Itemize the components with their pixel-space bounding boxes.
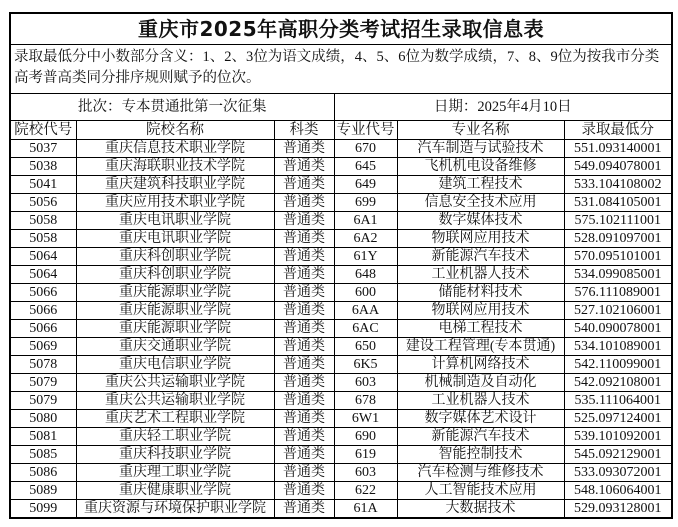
col-header: 院校代号 — [10, 121, 76, 140]
min-score: 539.101092001 — [564, 428, 672, 446]
major-code: 603 — [334, 464, 397, 482]
major-code: 650 — [334, 338, 397, 356]
table-row — [10, 374, 672, 392]
admission-table — [9, 12, 673, 519]
school-code: 5066 — [10, 302, 76, 320]
table-row — [10, 212, 672, 230]
major-code: 619 — [334, 446, 397, 464]
major-name: 建设工程管理(专本贯通) — [397, 338, 564, 356]
table-row — [10, 176, 672, 194]
school-name: 重庆信息技术职业学院 — [76, 140, 274, 158]
min-score: 533.093072001 — [564, 464, 672, 482]
category: 普通类 — [274, 230, 334, 248]
min-score: 534.099085001 — [564, 266, 672, 284]
min-score: 525.097124001 — [564, 410, 672, 428]
major-code: 6A1 — [334, 212, 397, 230]
major-name: 新能源汽车技术 — [397, 428, 564, 446]
major-name: 智能控制技术 — [397, 446, 564, 464]
category: 普通类 — [274, 446, 334, 464]
major-name: 人工智能技术应用 — [397, 482, 564, 500]
min-score: 531.084105001 — [564, 194, 672, 212]
table-row — [10, 446, 672, 464]
major-name: 信息安全技术应用 — [397, 194, 564, 212]
table-row — [10, 428, 672, 446]
school-code: 5041 — [10, 176, 76, 194]
score-note: 录取最低分中小数部分含义：1、2、3位为语文成绩，4、5、6位为数学成绩，7、8、9位为按我市分类高考普高类同分排序规则赋予的位次。 — [10, 45, 672, 94]
category: 普通类 — [274, 482, 334, 500]
table-row — [10, 230, 672, 248]
school-code: 5081 — [10, 428, 76, 446]
major-code: 6K5 — [334, 356, 397, 374]
min-score: 542.092108001 — [564, 374, 672, 392]
category: 普通类 — [274, 392, 334, 410]
school-name: 重庆艺术工程职业学院 — [76, 410, 274, 428]
major-name: 物联网应用技术 — [397, 302, 564, 320]
min-score: 534.101089001 — [564, 338, 672, 356]
min-score: 528.091097001 — [564, 230, 672, 248]
category: 普通类 — [274, 248, 334, 266]
table-row — [10, 356, 672, 374]
school-code: 5066 — [10, 284, 76, 302]
min-score: 535.111064001 — [564, 392, 672, 410]
major-name: 数字媒体技术 — [397, 212, 564, 230]
col-header: 录取最低分 — [564, 121, 672, 140]
category: 普通类 — [274, 320, 334, 338]
school-name: 重庆海联职业技术学院 — [76, 158, 274, 176]
major-code: 6AA — [334, 302, 397, 320]
school-name: 重庆健康职业学院 — [76, 482, 274, 500]
school-name: 重庆理工职业学院 — [76, 464, 274, 482]
major-code: 645 — [334, 158, 397, 176]
major-code: 699 — [334, 194, 397, 212]
major-name: 工业机器人技术 — [397, 392, 564, 410]
min-score: 527.102106001 — [564, 302, 672, 320]
category: 普通类 — [274, 194, 334, 212]
table-row — [10, 248, 672, 266]
school-name: 重庆资源与环境保护职业学院 — [76, 500, 274, 519]
min-score: 575.102111001 — [564, 212, 672, 230]
school-code: 5066 — [10, 320, 76, 338]
school-name: 重庆轻工职业学院 — [76, 428, 274, 446]
table-row — [10, 284, 672, 302]
header-row — [10, 121, 672, 140]
page-title: 重庆市2025年高职分类考试招生录取信息表 — [10, 13, 672, 45]
school-code: 5078 — [10, 356, 76, 374]
major-code: 61Y — [334, 248, 397, 266]
major-name: 电梯工程技术 — [397, 320, 564, 338]
table-row — [10, 320, 672, 338]
major-name: 新能源汽车技术 — [397, 248, 564, 266]
min-score: 548.106064001 — [564, 482, 672, 500]
min-score: 542.110099001 — [564, 356, 672, 374]
col-header: 专业名称 — [397, 121, 564, 140]
school-code: 5064 — [10, 266, 76, 284]
category: 普通类 — [274, 266, 334, 284]
major-name: 大数据技术 — [397, 500, 564, 519]
major-name: 飞机机电设备维修 — [397, 158, 564, 176]
min-score: 551.093140001 — [564, 140, 672, 158]
school-code: 5079 — [10, 374, 76, 392]
category: 普通类 — [274, 284, 334, 302]
school-code: 5079 — [10, 392, 76, 410]
major-name: 物联网应用技术 — [397, 230, 564, 248]
category: 普通类 — [274, 302, 334, 320]
school-code: 5038 — [10, 158, 76, 176]
table-row — [10, 266, 672, 284]
major-code: 61A — [334, 500, 397, 519]
major-code: 6A2 — [334, 230, 397, 248]
min-score: 533.104108002 — [564, 176, 672, 194]
col-header: 科类 — [274, 121, 334, 140]
min-score: 570.095101001 — [564, 248, 672, 266]
min-score: 540.090078001 — [564, 320, 672, 338]
major-name: 数字媒体艺术设计 — [397, 410, 564, 428]
school-code: 5058 — [10, 212, 76, 230]
major-name: 计算机网络技术 — [397, 356, 564, 374]
table-row — [10, 500, 672, 519]
major-code: 622 — [334, 482, 397, 500]
major-code: 670 — [334, 140, 397, 158]
school-code: 5086 — [10, 464, 76, 482]
school-code: 5037 — [10, 140, 76, 158]
category: 普通类 — [274, 176, 334, 194]
school-code: 5085 — [10, 446, 76, 464]
school-name: 重庆能源职业学院 — [76, 320, 274, 338]
school-name: 重庆电讯职业学院 — [76, 212, 274, 230]
category: 普通类 — [274, 428, 334, 446]
major-code: 649 — [334, 176, 397, 194]
school-name: 重庆应用技术职业学院 — [76, 194, 274, 212]
school-name: 重庆交通职业学院 — [76, 338, 274, 356]
school-name: 重庆公共运输职业学院 — [76, 392, 274, 410]
major-name: 汽车制造与试验技术 — [397, 140, 564, 158]
major-code: 690 — [334, 428, 397, 446]
category: 普通类 — [274, 464, 334, 482]
school-code: 5080 — [10, 410, 76, 428]
school-name: 重庆建筑科技职业学院 — [76, 176, 274, 194]
school-code: 5099 — [10, 500, 76, 519]
major-name: 建筑工程技术 — [397, 176, 564, 194]
category: 普通类 — [274, 356, 334, 374]
major-name: 储能材料技术 — [397, 284, 564, 302]
category: 普通类 — [274, 212, 334, 230]
category: 普通类 — [274, 158, 334, 176]
major-name: 汽车检测与维修技术 — [397, 464, 564, 482]
major-code: 678 — [334, 392, 397, 410]
school-name: 重庆科创职业学院 — [76, 248, 274, 266]
date-label: 日期：2025年4月10日 — [334, 94, 672, 121]
table-row — [10, 338, 672, 356]
table-row — [10, 194, 672, 212]
major-code: 648 — [334, 266, 397, 284]
school-code: 5089 — [10, 482, 76, 500]
major-code: 6W1 — [334, 410, 397, 428]
table-row — [10, 464, 672, 482]
school-name: 重庆能源职业学院 — [76, 302, 274, 320]
table-row — [10, 392, 672, 410]
table-row — [10, 140, 672, 158]
major-code: 603 — [334, 374, 397, 392]
min-score: 545.092129001 — [564, 446, 672, 464]
table-row — [10, 302, 672, 320]
col-header: 专业代号 — [334, 121, 397, 140]
min-score: 576.111089001 — [564, 284, 672, 302]
category: 普通类 — [274, 140, 334, 158]
major-name: 机械制造及自动化 — [397, 374, 564, 392]
major-code: 6AC — [334, 320, 397, 338]
major-name: 工业机器人技术 — [397, 266, 564, 284]
school-name: 重庆科技职业学院 — [76, 446, 274, 464]
school-code: 5056 — [10, 194, 76, 212]
table-row — [10, 158, 672, 176]
category: 普通类 — [274, 338, 334, 356]
table-row — [10, 482, 672, 500]
school-name: 重庆科创职业学院 — [76, 266, 274, 284]
category: 普通类 — [274, 500, 334, 519]
school-code: 5069 — [10, 338, 76, 356]
major-code: 600 — [334, 284, 397, 302]
category: 普通类 — [274, 374, 334, 392]
min-score: 529.093128001 — [564, 500, 672, 519]
school-name: 重庆公共运输职业学院 — [76, 374, 274, 392]
school-name: 重庆能源职业学院 — [76, 284, 274, 302]
table-row — [10, 410, 672, 428]
school-name: 重庆电信职业学院 — [76, 356, 274, 374]
school-name: 重庆电讯职业学院 — [76, 230, 274, 248]
school-code: 5058 — [10, 230, 76, 248]
batch-label: 批次：专本贯通批第一次征集 — [10, 94, 334, 121]
col-header: 院校名称 — [76, 121, 274, 140]
category: 普通类 — [274, 410, 334, 428]
school-code: 5064 — [10, 248, 76, 266]
min-score: 549.094078001 — [564, 158, 672, 176]
